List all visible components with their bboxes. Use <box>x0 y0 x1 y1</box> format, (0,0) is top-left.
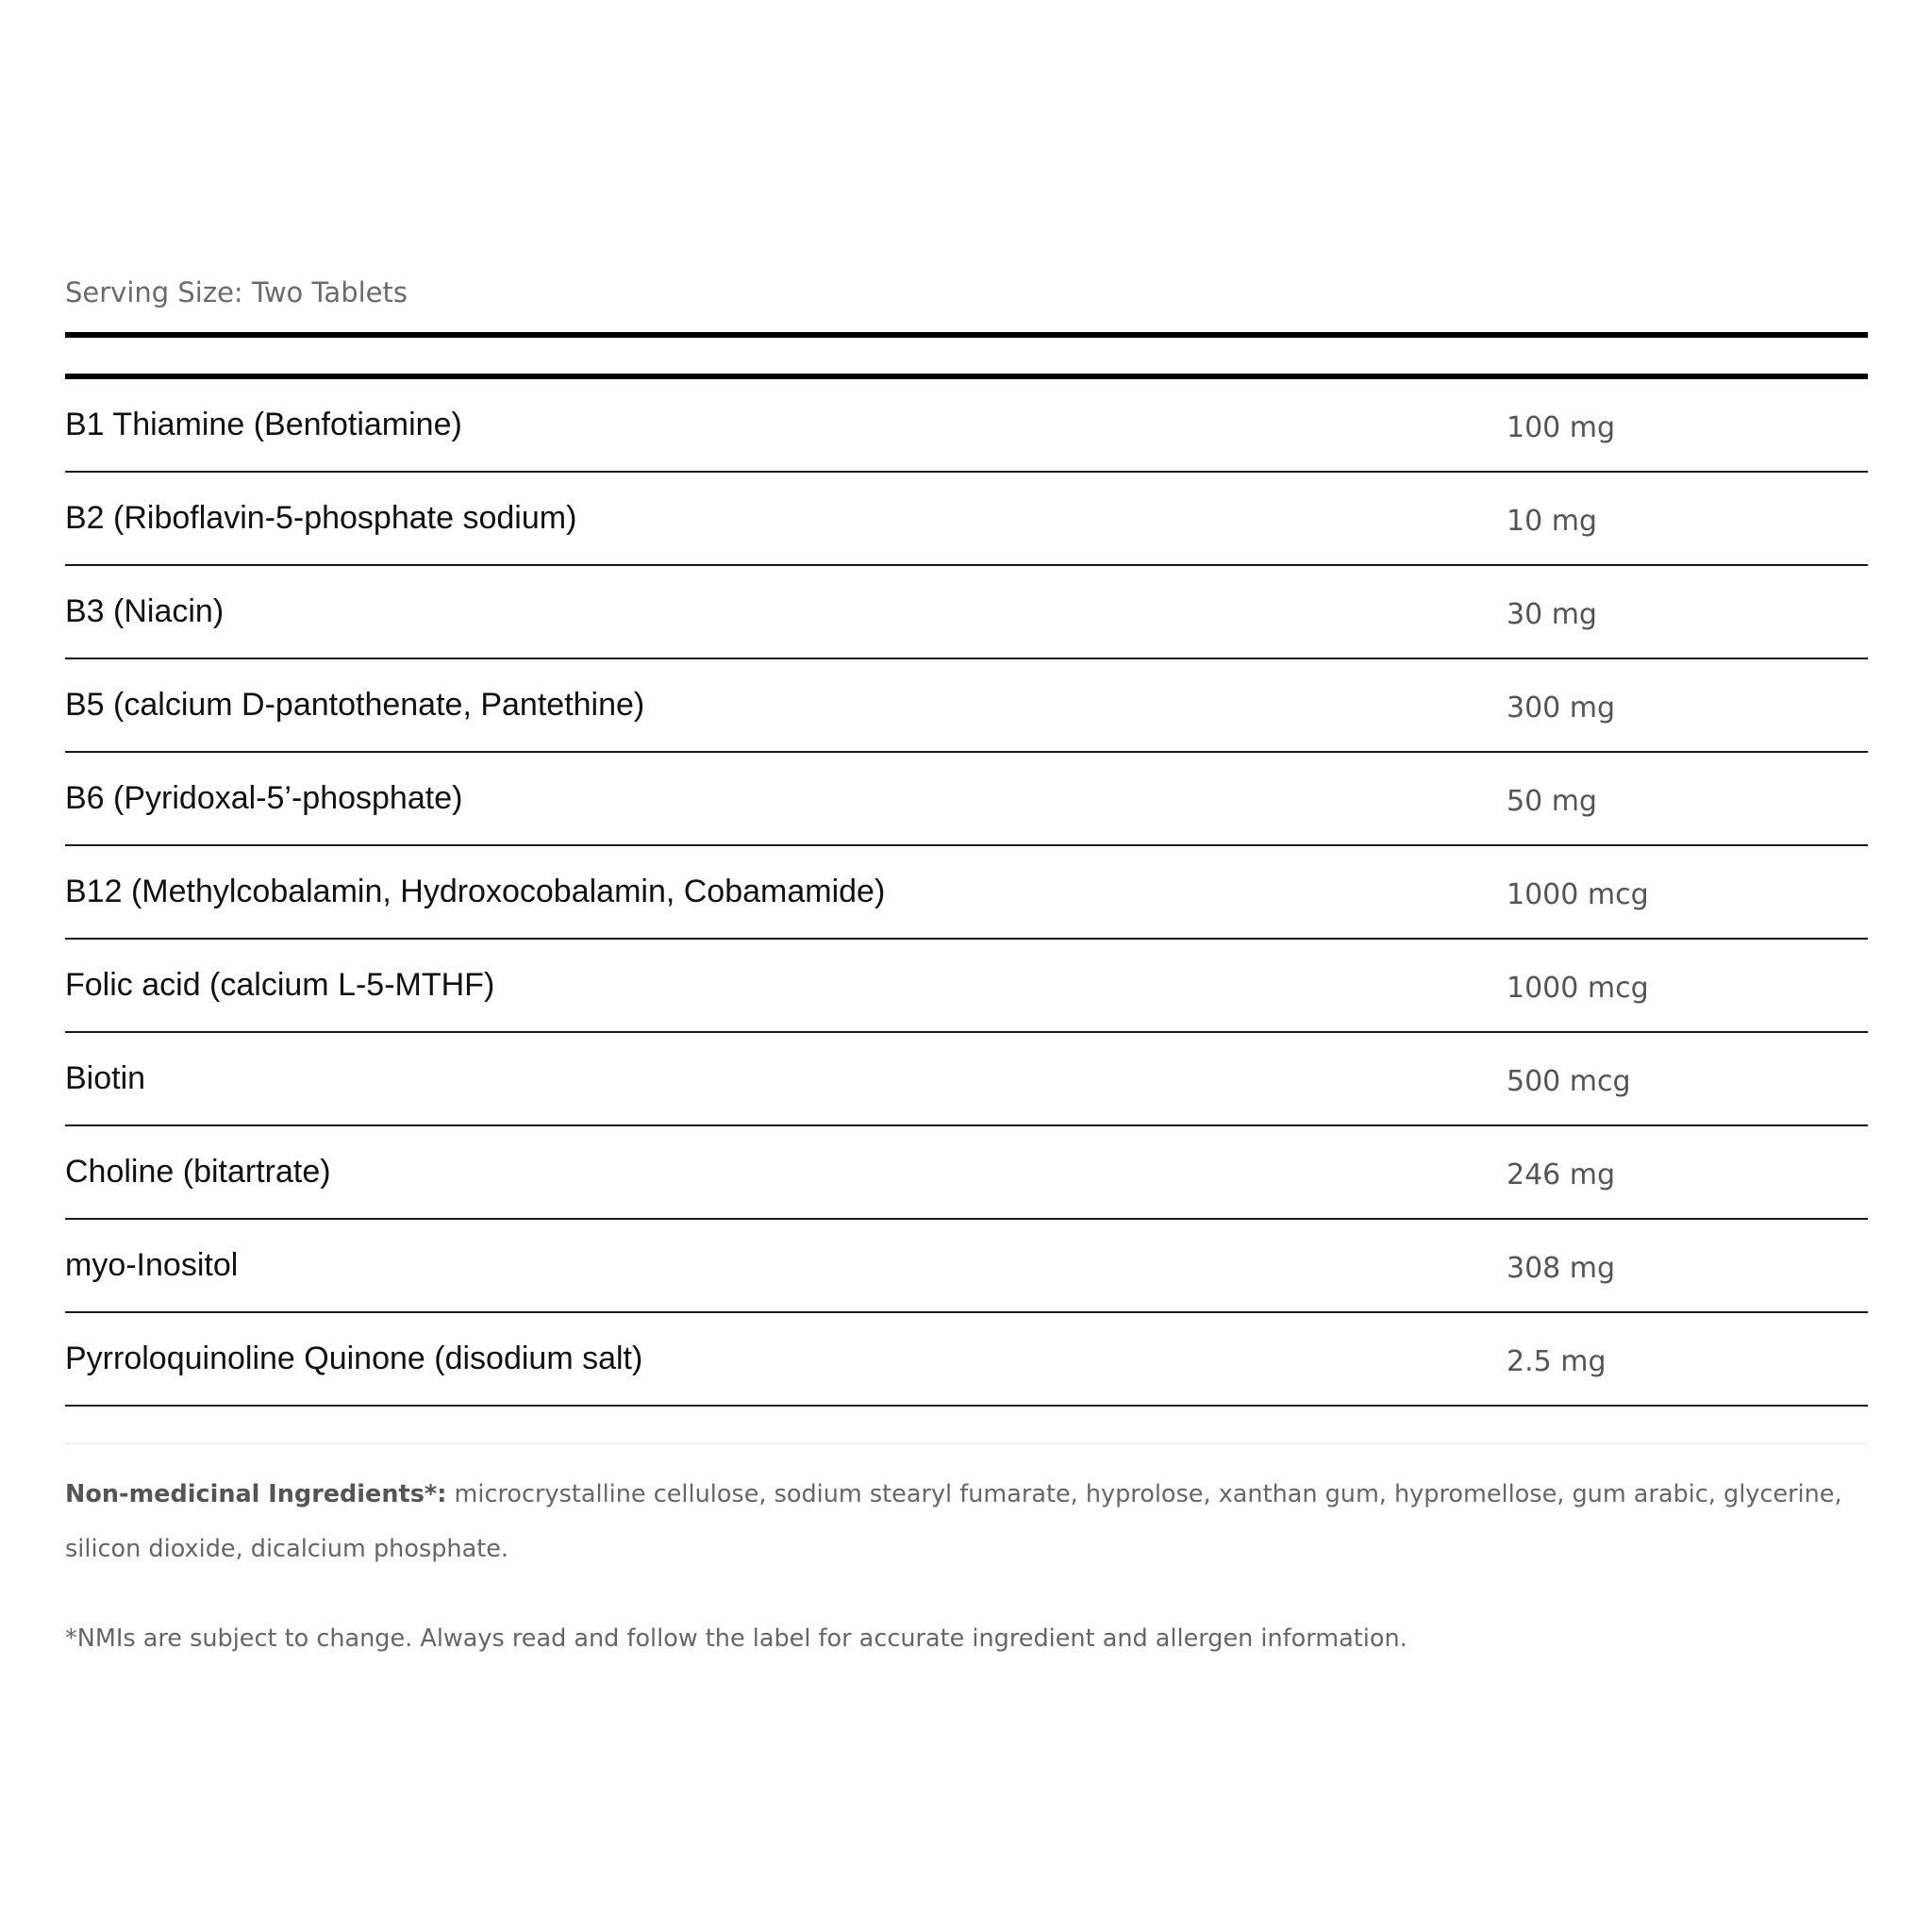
ingredient-amount: 100 mg <box>1507 411 1616 444</box>
ingredient-amount: 308 mg <box>1507 1252 1616 1285</box>
ingredient-amount: 50 mg <box>1507 785 1597 818</box>
ingredient-name: Biotin <box>65 1060 146 1096</box>
ingredient-row <box>65 379 1868 473</box>
ingredient-amount: 246 mg <box>1507 1158 1616 1191</box>
top-divider <box>65 332 1868 338</box>
ingredient-name: Choline (bitartrate) <box>65 1154 331 1190</box>
ingredient-row <box>65 1033 1868 1126</box>
ingredient-row <box>65 1220 1868 1313</box>
ingredient-amount: 500 mcg <box>1507 1065 1631 1098</box>
ingredient-name: Pyrroloquinoline Quinone (disodium salt) <box>65 1341 643 1376</box>
ingredient-row <box>65 566 1868 659</box>
ingredient-name: B3 (Niacin) <box>65 593 225 629</box>
ingredient-amount: 10 mg <box>1507 505 1597 538</box>
serving-size: Serving Size: Two Tablets <box>65 276 408 308</box>
ingredient-name: B5 (calcium D-pantothenate, Pantethine) <box>65 687 645 723</box>
ingredient-row <box>65 659 1868 753</box>
footnote: *NMIs are subject to change. Always read and follow the label for accurate ingredient and allergen information. <box>65 1624 1407 1653</box>
ingredient-amount: 2.5 mg <box>1507 1345 1607 1378</box>
ingredient-name: B6 (Pyridoxal-5’-phosphate) <box>65 780 463 816</box>
ingredient-row <box>65 473 1868 566</box>
ingredients-table <box>65 379 1868 1407</box>
non-medicinal-ingredients <box>65 1467 1868 1576</box>
ingredient-row <box>65 846 1868 940</box>
ingredient-row <box>65 1313 1868 1407</box>
supplement-facts-panel <box>65 274 1868 1657</box>
ingredient-row <box>65 753 1868 846</box>
ingredient-amount: 1000 mcg <box>1507 972 1649 1005</box>
ingredient-name: B12 (Methylcobalamin, Hydroxocobalamin, Cobamamide) <box>65 874 886 909</box>
ingredient-name: myo-Inositol <box>65 1247 239 1283</box>
ingredient-amount: 30 mg <box>1507 598 1597 631</box>
non-medicinal-text: microcrystalline cellulose, sodium stearyl fumarate, hyprolose, xanthan gum, hypromellose, gum arabic, glycerine, silicon dioxide, dicalcium phosphate. <box>65 1480 1842 1563</box>
ingredient-name: B2 (Riboflavin-5-phosphate sodium) <box>65 500 577 536</box>
ingredient-row <box>65 1126 1868 1220</box>
non-medicinal-label: Non-medicinal Ingredients*: <box>65 1480 447 1508</box>
section-divider <box>65 1443 1868 1444</box>
ingredient-amount: 1000 mcg <box>1507 878 1649 911</box>
ingredient-name: Folic acid (calcium L-5-MTHF) <box>65 967 495 1003</box>
ingredient-row <box>65 940 1868 1033</box>
ingredient-amount: 300 mg <box>1507 691 1616 724</box>
ingredient-name: B1 Thiamine (Benfotiamine) <box>65 407 462 442</box>
